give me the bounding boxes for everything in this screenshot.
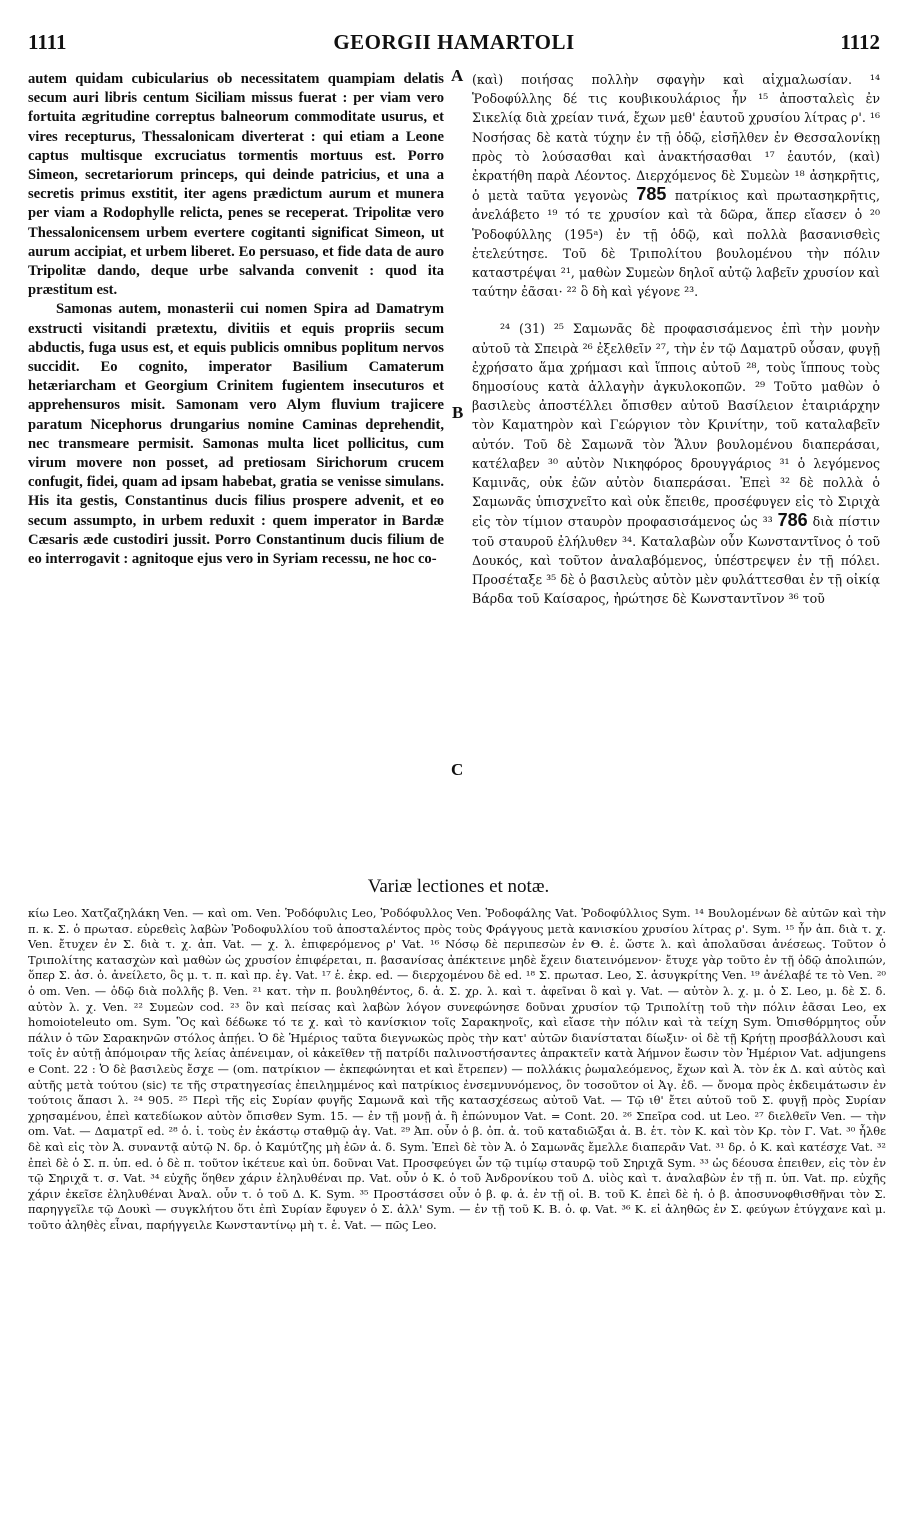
greek-paragraph-2b: διὰ πίστιν τοῦ σταυροῦ ἐλήλυθεν ³⁴. Καταλαβὼν οὖν Κωνσταντῖνος ὁ τοῦ Δουκός, καὶ τοῦτον ἀναλαβόμενος, ὑπέστρεψεν ἐν τῇ πόλει. Προσέταξε ³⁵ δὲ ὁ βασιλεὺς αὐτὸν μὲν φυλάττεσθαι ἐν τῇ οἰκίᾳ Βάρδα τοῦ Καίσαρος, ἠρώτησε δὲ Κωνσταντῖνον ³⁶ τοῦ — [472, 514, 880, 607]
column-number-785: 785 — [636, 184, 667, 205]
latin-column — [28, 70, 444, 569]
margin-mark-b: B — [452, 403, 464, 422]
greek-paragraph-2 — [472, 319, 880, 608]
margin-mark-a: A — [451, 66, 464, 85]
notes-heading: Variæ lectiones et notæ. — [367, 876, 550, 897]
greek-column — [472, 70, 880, 608]
running-header — [28, 30, 880, 60]
latin-paragraph-1: autem quidam cubicularius ob necessitatem quampiam delatis secum auri libris centum Siciliam missus fuerat : per viam vero fortuita ægritudine correptus balneorum commoditate usurus, et vires recepturus, Thessalonicam diverterat : qui etiam a Leone captus multisque excruciatus tormentis mortuus est. Porro Simeon, secretariorum princeps, qui deinde patricius, et una a secretis primus exstitit, iter agens prædictum aurum et munera per viam a Rodophylle relicta, penes se receperat. Tripolitæ vero Thessalonicensem urbem evertere cogitanti significat Simeon, ut aurum accipiat, et urbem liberet. Eo persuaso, et fide data de auro Tripolitæ dando, deque urbe salvanda convenit : quod ita præstitum est. — [28, 71, 444, 299]
latin-paragraph-2: Samonas autem, monasterii cui nomen Spira ad Damatrym exstructi visitandi prætextu, divitiis et equis propriis secum abductis, fuga usus est, et equis publicis omnibus poplitum nervos succidit. Eo cognito, imperator Basilium Camaterum hetæriarcham et Georgium Crinitem fugientem insecuturos et apprehensuros misit. Samonam vero Alym fluvium trajicere paratum Nicephorus drungarius nomine Caminas deprehendit, nec transmeare permisit. Samonas multa licet pollicitus, cum virum movere non posset, ad pretiosam Sirichorum crucem confugit, fidei, quam ad ipsam habebat, gratia se venisse simulans. His ita gestis, Constantinus ducis filius prospere advenit, et eo secum assumpto, in urbem reduxit : quem imperator in Bardæ Cæsaris æde custodiri jussit. Porro Constantinum ducis filium de eo interrogavit : agnitoque ejus vero in Syriam recessu, ne hoc co- — [28, 301, 444, 568]
running-title: GEORGII HAMARTOLI — [333, 30, 575, 54]
greek-paragraph-2a: ²⁴ (31) ²⁵ Σαμωνᾶς δὲ προφασισάμενος ἐπὶ τὴν μονὴν αὐτοῦ τὰ Σπειρὰ ²⁶ ἐξελθεῖν ²⁷, τὴν ἐν τῷ Δαματρῦ οὖσαν, φυγῇ ἐχρήσατο ἅμα χρήμασι καὶ ἵπποις αὐτοῦ ²⁸, τοὺς ἵππους τοὺς δημοσίους κατὰ ἀλλαγὴν ἀγκυλοκοπῶν. ²⁹ Τοῦτο μαθὼν ὁ βασιλεὺς ἀποστέλλει ὄπισθεν αὐτοῦ Βασίλειον ἑταιριάρχην τὸν Καματηρὸν καὶ Γεώργιον τὸν Κρινίτην, τοῦ καταλαβεῖν αὐτόν. Τοῦ δὲ Σαμωνᾶ τὸν Ἅλυν βουλομένου διαπεράσαι, κατέλαβεν ³⁰ αὐτὸν Νικηφόρος δρουγγάριος ³¹ ὁ λεγόμενος Καμινᾶς, οὐκ ἐῶν αὐτὸν διαπεράσαι. Ἐπεὶ ³² δὲ πολλὰ ὁ Σαμωνᾶς ὑπισχνεῖτο καὶ οὐκ ἔπειθε, προσέφυγεν εἰς τὸ Σιριχὰ εἰς τὸν τίμιον σταυρὸν προφασισάμενος ὡς ³³ — [472, 321, 880, 530]
column-number-786: 786 — [777, 510, 808, 531]
page-number-left: 1111 — [28, 30, 67, 54]
greek-paragraph-1b: πατρίκιος καὶ πρωτασηκρῆτις, ἀνελάβετο ¹⁹ τό τε χρυσίον καὶ τὰ δῶρα, ἅπερ εἴασεν ὁ ²⁰ Ῥοδοφύλλης (195ᵃ) ἐν τῇ ὁδῷ, καὶ πολλὰ βασανισθεὶς ἐτελεύτησε. Τοῦ δὲ Τριπολίτου βουλομένου τὴν πόλιν καταστρέψαι ²¹, μαθὼν Συμεὼν δηλοῖ αὐτῷ λαβεῖν χρυσίον καὶ ταύτην ἐᾶσαι· ²² ὃ δὴ καὶ γέγονε ²³. — [472, 188, 880, 300]
notes-text: κίω Leo. Χατζαζηλάκη Ven. — καὶ om. Ven. Ῥοδόφυλις Leo, Ῥοδόφυλλος Ven. Ῥοδοφάλης Vat. Ῥοδοφύλλιος Sym. ¹⁴ Βουλομένων δὲ αὐτῶν καὶ τὴν π. κ. Σ. ὁ πρωτασ. εὑρεθεὶς λαβὼν Ῥοδοφυλλίου τοῦ ἀποσταλέντος πρὸς τοὺς Φράγγους μετὰ κανισκίου χρυσίου λίτρας ρ'. Sym. ¹⁵ ἦν ἀπ. διὰ τ. χ. Ven. ἔτυχεν ἐν Σ. διὰ τ. χ. ἀπ. Vat. — χ. λ. ἐπιφερόμενος ρ' Vat. ¹⁶ Νόσῳ δὲ περιπεσὼν ἐν Θ. ἐ. ὥστε λ. καὶ ἀπολαῦσαι ἀνέσεως. Τοῦτον ὁ Τριπολίτης κατασχὼν καὶ μαθὼν ὡς χρυσίον ἐπιφέρεται, π. βασανίσας ἀπέκτεινε μηδὲ ἔχειν διατεινόμενον· ἔτυχε γὰρ τοῦτο ἐν τῇ ὁδῷ ἀπολιπών, ὅπερ Σ. ἀσ. ὁ. ἀνείλετο, ὃς μ. τ. π. καὶ πρ. ἐγ. Vat. ¹⁷ ἑ. ἐκρ. ed. — διερχομένου δὲ ed. ¹⁸ Σ. πρωτασ. Leo, Σ. ἀσυγκρίτης Ven. ¹⁹ ἀνέλαβέ τε τὸ Ven. ²⁰ ὁ om. Ven. — ὁδῷ διὰ πολλῆς β. Ven. ²¹ κατ. τὴν π. βουληθέντος, δ. ἀ. Σ. χρ. λ. καὶ τ. ἀφεῖναι ὃ καὶ γ. Vat. — αὐτὸν λ. χ. μ. ὁ Σ. Leo, μ. δὲ Σ. δ. αὐτὸν λ. χ. Ven. ²² Συμεὼν cod. ²³ ὃν καὶ πείσας καὶ λαβὼν λόγον συνεφώνησε δοῦναι χρυσίον τῷ Τριπολίτῃ τοῦ τὴν πόλιν ἐᾶσαι Leo, ex homoioteleuto om. Sym. Ὃς καὶ δέδωκε τό τε χ. καὶ τὸ κανίσκιον τοῖς Σαρακηνοῖς, καὶ εἴασε τὴν πόλιν καὶ τὰ τείχη Sym. Ὀπισθόρμητος οὖν πάλιν ὁ τῶν Σαρακηνῶν στόλος ἀπῄει. Ὁ δὲ Ἡμέριος ταῦτα διεγνωκὼς πρὸς τὴν κατ' αὐτῶν διανίσταται δίωξιν· οἱ δὲ τῇ Κρήτῃ προσβάλλουσι καὶ τοῖς ἐν αὐτῇ ἀπόμοιραν τῆς λείας ἀπένειμαν, οἱ κἀκεῖθεν τῇ πατρίδι παλινοστήσαντες ἀπρακτεῖν κατὰ Ἀήμνον ἔωσιν τὸν Ἡμέριον Vat. adjungens e Cont. 22 : Ὁ δὲ βασιλεὺς ἔσχε — (om. πατρίκιον — ἐκπεφώνηται et καὶ ἔτρεπεν) — πολλάκις ῥωμαλεόμενος, ἔχων καὶ Ἀ. τὸν ἐκ Δ. καὶ αὐτὸς καὶ αὐτῆς μετὰ τούτου (sic) τε τῆς στρατηγεσίας ἐπειλημμένος καὶ πατρίκιος ἐνσεμνυνόμενος, ὃν τοσοῦτον οἱ Ἀγ. ἐδ. — ὄνομα πρὸς ἐκδειμάτωσιν ἐν τούτοις ἅπασι λ. ²⁴ 905. ²⁵ Περὶ τῆς εἰς Συρίαν φυγῆς Σαμωνᾶ καὶ τῆς κατασχέσεως αὐτοῦ Vat. — Τῷ ιθ' ἔτει αὐτοῦ τοῦ Σ. φυγῇ πρὸς Συρίαν χρησαμένου, ἐπεὶ κατεδίωκον αὐτὸν ὄπισθεν Sym. 15. — ἐν τῇ μονῇ ἀ. ἢ ἐπώνυμον Vat. = Cont. 20. ²⁶ Σπεῖρα cod. ut Leo. ²⁷ διελθεῖν Ven. — τὴν om. Vat. — Δαματρῖ ed. ²⁸ ὁ. ἰ. τοὺς ἐν ἑκάστῳ σταθμῷ ἀγ. Vat. ²⁹ Ἀπ. οὖν ὁ β. ὀπ. ἀ. τοῦ καταδιῶξαι ἀ. Β. ἑτ. τὸν Κ. καὶ τὸν Κρ. τὸν Γ. Vat. ³⁰ ἦλθε δὲ καὶ εἰς τὸν Ἀ. συναντᾷ αὐτῷ Ν. δρ. ὁ Καμύτζης μὴ ἐῶν ἀ. δ. Sym. Ἐπεὶ δὲ τὸν Ἀ. ὁ Σαμωνᾶς ἔμελλε διαπερᾶν Vat. ³¹ δρ. ὁ Κ. καὶ κατέσχε Vat. ³² ἐπεὶ δὲ ὁ Σ. π. ὑπ. ed. ὁ δὲ π. τοῦτον ἱκέτευε καὶ ὑπ. δοῦναι Vat. Προσφεύγει ὧν τῷ τιμίῳ σταυρῷ τοῦ Σηριχᾶ Sym. ³³ ὡς δέουσα ἐπειθεν, εἰς τὸν ἐν τῷ Σηριχᾶ τ. σ. Vat. ³⁴ εὐχῆς ὅηθεν χάριν ἐληλυθέναι πρ. Vat. οὖν ὁ Κ. ὁ τοῦ Ἀνδρονίκου τοῦ Δ. υἱὸς καὶ τ. ἀναλαβὼν ἐν τῇ π. ὑπ. Vat. πρ. εὐχῆς χάριν ἐκεῖσε ἐληλυθέναι Ἀναλ. οὖν τ. ὁ τοῦ Δ. Κ. Sym. ³⁵ Προστάσσει οὖν ὁ β. φ. ἀ. ἐν τῇ οἱ. Β. τοῦ Κ. ἐπεὶ δὲ ἡ. ὁ β. ἀποσυνοφθισθῆναι τὸν Σ. παρηγγεῖλε τῷ Δουκὶ — συγκλήτου ὅτι ἐπὶ Συρίαν ἔφυγεν ὁ Σ. ἀλλ' Sym. — ἐν τῇ τοῦ Κ. Β. ὁ. φ. Vat. ³⁶ Κ. εἰ ἀληθῶς ἐν Σ. φεύγων ἐτύγχανε καὶ μ. τοῦτο ἀληθὲς εἶναι, παρήγγειλε Κωνσταντίνῳ μὴ τ. ἑ. Vat. — πῶς Leo. — [28, 906, 886, 1232]
page-number-right: 1112 — [840, 30, 880, 54]
margin-mark-c: C — [451, 760, 464, 779]
greek-paragraph-1 — [472, 70, 880, 301]
greek-paragraph-1a: (καὶ) ποιήσας πολλὴν σφαγὴν καὶ αἰχμαλωσίαν. ¹⁴ Ῥοδοφύλλης δέ τις κουβικουλάριος ἦν ¹⁵ ἀποσταλεὶς ἐν Σικελίᾳ διὰ χρείαν τινά, ἔχων μεθ' ἑαυτοῦ χρυσίου λίτρας ρ'. ¹⁶ Νοσήσας δὲ κατὰ τύχην ἐν τῇ ὁδῷ, εἰσῆλθεν ἐν Θεσσαλονίκῃ πρὸς τὸ λούσασθαι καὶ ἀνακτήσασθαι ¹⁷ ἑαυτόν, (καὶ) ἐκρατήθη παρὰ Λέοντος. Διερχόμενος δὲ Συμεὼν ¹⁸ ἀσηκρῆτις, ὁ μετὰ ταῦτα γεγονὼς — [472, 72, 880, 204]
apparatus-notes — [28, 906, 886, 1233]
